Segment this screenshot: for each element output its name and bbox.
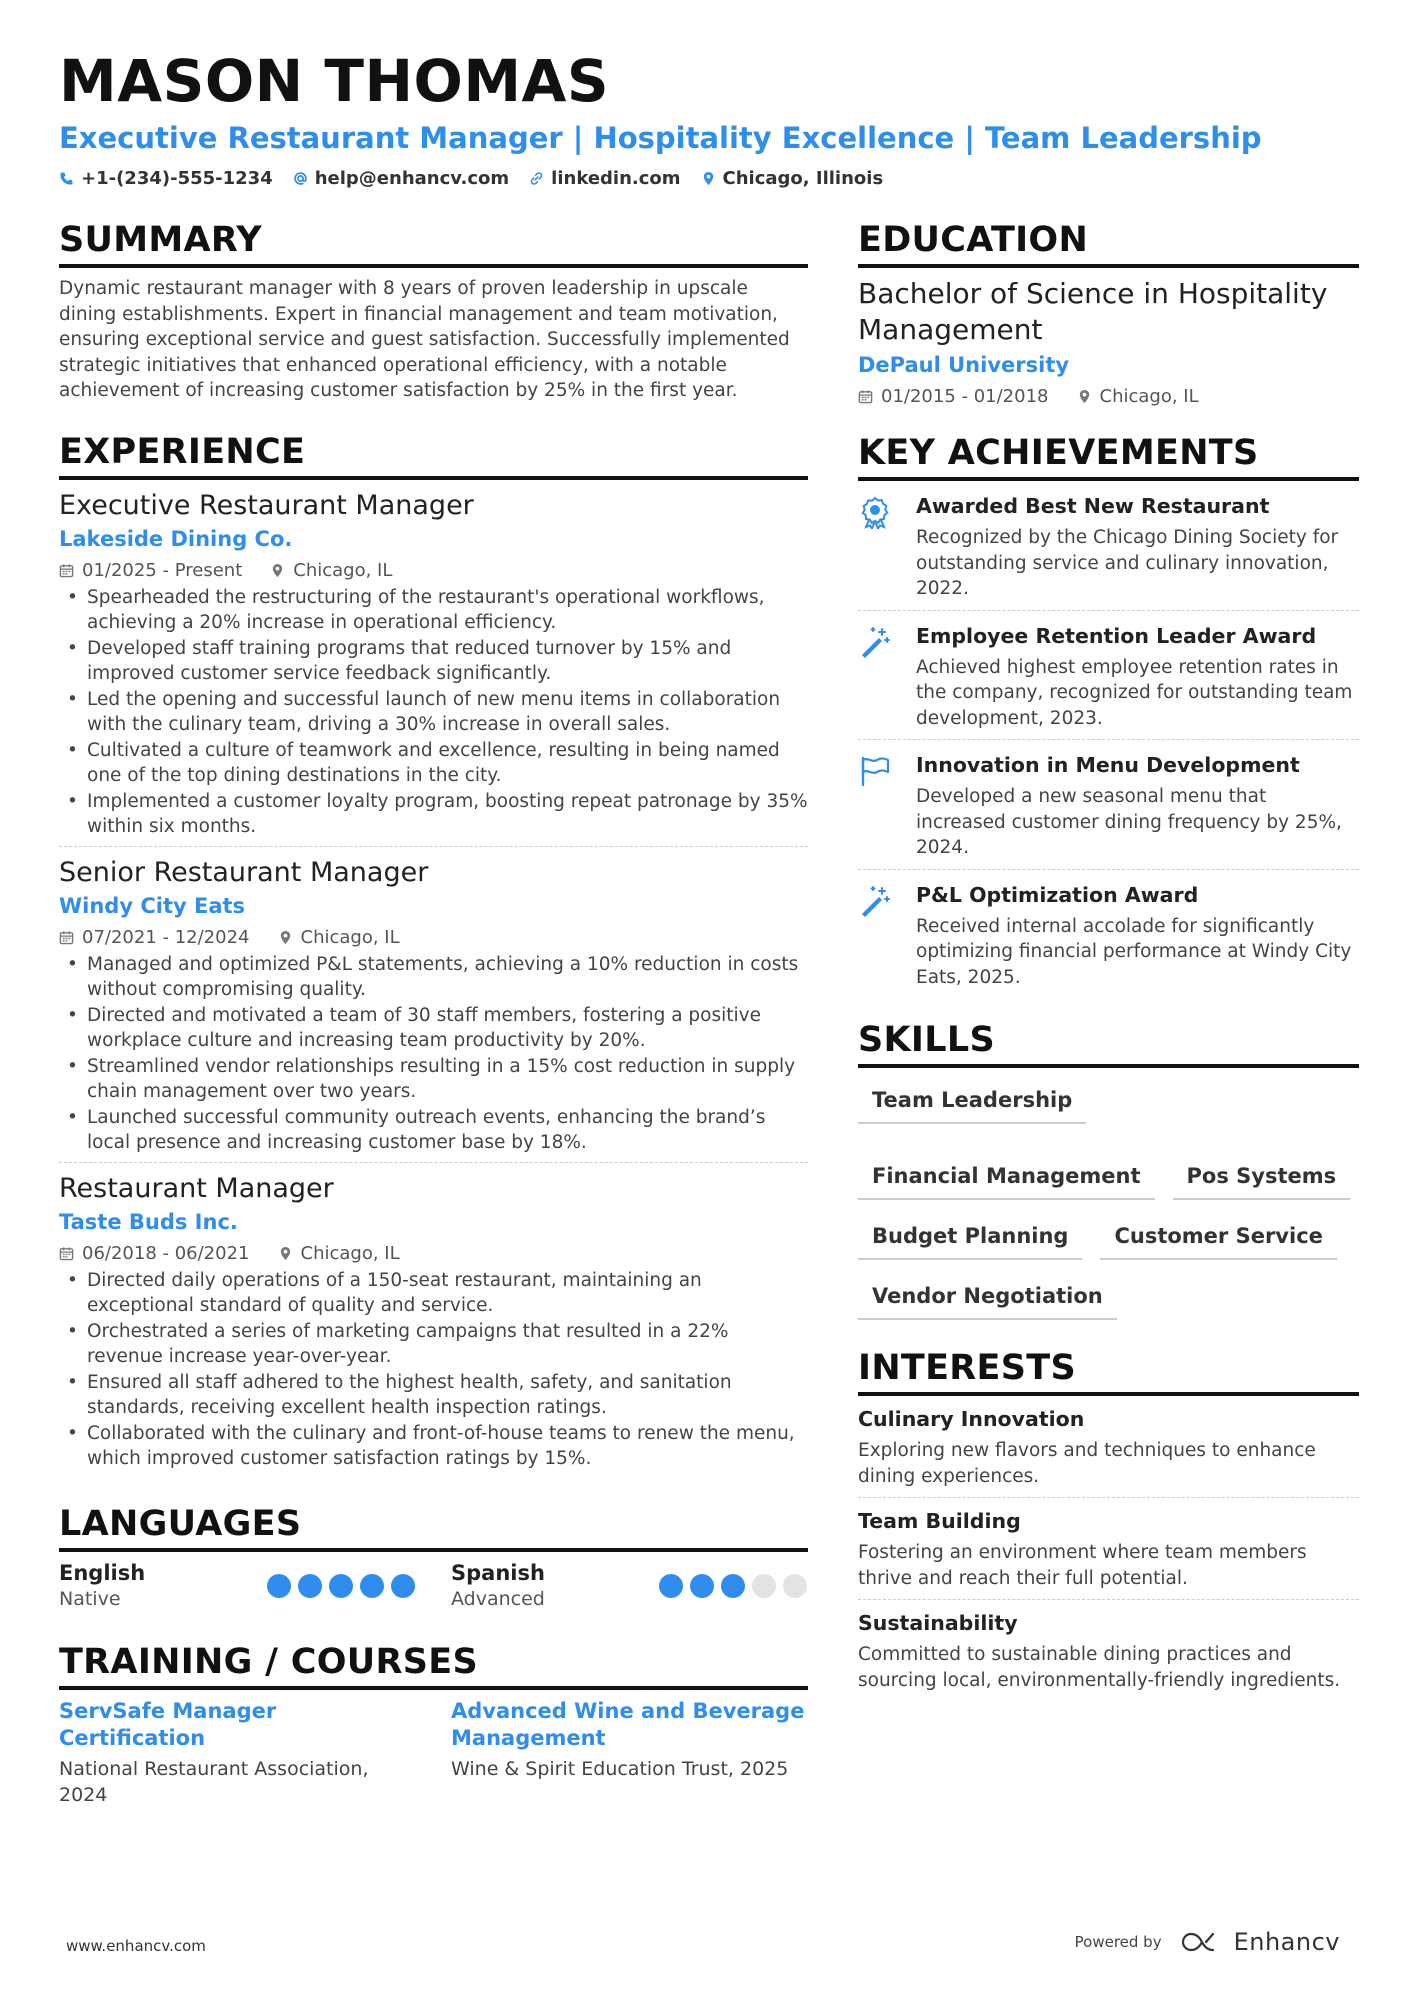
skill-list [858, 1080, 1359, 1320]
achievement-item [858, 870, 1359, 999]
education-location: Chicago, IL [1099, 386, 1199, 407]
language-rating [659, 1574, 807, 1598]
section-title-summary: SUMMARY [59, 218, 808, 268]
job-dates: 06/2018 - 06/2021 [82, 1242, 250, 1264]
contact-location [701, 168, 884, 189]
interests-section [858, 1346, 1359, 1701]
course-item [451, 1698, 807, 1808]
job-entry [59, 1163, 808, 1478]
interest-item [858, 1396, 1359, 1498]
calendar-icon [59, 930, 74, 945]
bullet-item: • Spearheaded the restructuring of the restaurant's operational workflows, achieving a 20% increase in operational efficiency. [59, 585, 808, 636]
interest-item [858, 1498, 1359, 1600]
training-section [59, 1640, 808, 1808]
contact-email[interactable] [293, 168, 509, 189]
company-name: Taste Buds Inc. [59, 1209, 238, 1234]
language-name: Spanish [451, 1560, 545, 1585]
at-sign-icon [293, 171, 308, 186]
course-org: Wine & Spirit Education Trust, 2025 [451, 1757, 789, 1780]
calendar-icon [59, 563, 74, 578]
rating-dot-filled [690, 1574, 714, 1598]
achievement-title: Awarded Best New Restaurant [916, 494, 1270, 518]
job-list [59, 480, 808, 1478]
achievement-desc: Received internal accolade for significantly optimizing financial performance at Windy City Eats, 2025. [916, 915, 1352, 988]
school-name: DePaul University [858, 353, 1070, 377]
contact-linkedin[interactable] [529, 168, 680, 189]
job-dates: 07/2021 - 12/2024 [82, 926, 250, 948]
language-list [59, 1560, 808, 1612]
interest-title: Sustainability [858, 1611, 1018, 1635]
achievement-desc: Achieved highest employee retention rates in the company, recognized for outstanding team development, 2023. [916, 656, 1353, 729]
email-text: help@enhancv.com [314, 168, 510, 189]
magic-wand-icon [858, 625, 892, 659]
job-title: Senior Restaurant Manager [59, 856, 429, 888]
bullet-item: • Developed staff training programs that reduced turnover by 15% and improved customer service feedback significantly. [59, 636, 808, 687]
company-name: Lakeside Dining Co. [59, 526, 293, 551]
powered-by-label: Powered by [1074, 1933, 1162, 1951]
summary-section [59, 218, 808, 404]
location-pin-icon [270, 563, 285, 578]
skills-section [858, 1018, 1359, 1320]
phone-text: +1-(234)-555-1234 [81, 168, 273, 189]
calendar-icon [858, 389, 873, 404]
language-item [59, 1560, 415, 1612]
job-entry [59, 847, 808, 1163]
bullet-item: • Cultivated a culture of teamwork and excellence, resulting in being named one of the top dining destinations in the city. [59, 738, 808, 789]
interest-title: Team Building [858, 1509, 1021, 1533]
degree: Bachelor of Science in Hospitality Management [858, 277, 1328, 346]
rating-dot-filled [298, 1574, 322, 1598]
section-title-interests: INTERESTS [858, 1346, 1359, 1396]
language-rating [267, 1574, 415, 1598]
interest-desc: Exploring new flavors and techniques to enhance dining experiences. [858, 1440, 1316, 1487]
skill-tag: Financial Management [858, 1156, 1155, 1200]
candidate-name: MASON THOMAS [59, 47, 610, 115]
job-meta [59, 927, 808, 948]
skill-tag: Budget Planning [858, 1216, 1082, 1260]
education-section [858, 218, 1359, 407]
interest-desc: Committed to sustainable dining practices and sourcing local, environmentally-friendly ingredients. [858, 1644, 1341, 1691]
footer-website[interactable]: www.enhancv.com [66, 1937, 206, 1955]
achievement-item [858, 481, 1359, 611]
achievement-desc: Recognized by the Chicago Dining Society for outstanding service and culinary innovation, 2022. [916, 527, 1339, 599]
section-title-skills: SKILLS [858, 1018, 1359, 1068]
achievement-title: Employee Retention Leader Award [916, 623, 1317, 648]
left-column [59, 218, 808, 1808]
rating-dot-filled [721, 1574, 745, 1598]
job-dates: 01/2025 - Present [82, 559, 243, 581]
skill-tag: Team Leadership [858, 1080, 1086, 1124]
languages-section [59, 1502, 808, 1612]
brand-logo [1182, 1928, 1340, 1956]
job-location: Chicago, IL [300, 1242, 400, 1264]
section-title-training: TRAINING / COURSES [59, 1640, 808, 1690]
job-bullets [59, 952, 808, 1156]
bullet-item: • Ensured all staff adhered to the highest health, safety, and sanitation standards, receiving excellent health inspection ratings. [59, 1370, 808, 1421]
experience-section [59, 430, 808, 1478]
location-pin-icon [701, 171, 716, 186]
bullet-item: • Directed daily operations of a 150-seat restaurant, maintaining an exceptional standard of quality and service. [59, 1268, 808, 1319]
course-title: ServSafe Manager Certification [59, 1698, 277, 1750]
company-name: Windy City Eats [59, 893, 246, 918]
award-ribbon-icon [858, 495, 892, 529]
bullet-item: • Implemented a customer loyalty program, boosting repeat patronage by 35% within six months. [59, 789, 808, 840]
language-level: Native [59, 1587, 121, 1610]
section-title-languages: LANGUAGES [59, 1502, 808, 1552]
course-list [59, 1698, 808, 1808]
job-bullets [59, 585, 808, 840]
calendar-icon [59, 1246, 74, 1261]
interest-item [858, 1600, 1359, 1701]
achievement-item [858, 611, 1359, 741]
job-bullets [59, 1268, 808, 1472]
achievement-title: Innovation in Menu Development [916, 753, 1300, 777]
bullet-item: • Streamlined vendor relationships resulting in a 15% cost reduction in supply chain management over two years. [59, 1054, 808, 1105]
rating-dot-filled [329, 1574, 353, 1598]
skill-tag: Vendor Negotiation [858, 1276, 1117, 1320]
job-location: Chicago, IL [293, 559, 393, 581]
education-dates: 01/2015 - 01/2018 [881, 386, 1049, 407]
job-meta [59, 1243, 808, 1264]
section-title-experience: EXPERIENCE [59, 430, 808, 480]
summary-text: Dynamic restaurant manager with 8 years of proven leadership in upscale dining establishments. Expert in financial management and team motivation, ensuring exceptional service and guest satisfaction. Successfully implemented strategic initiatives that enhanced operational efficiency, with a notable achievement of increasing customer satisfaction by 25% in the first year. [59, 278, 790, 401]
job-location: Chicago, IL [300, 926, 400, 948]
bullet-item: • Collaborated with the culinary and front-of-house teams to renew the menu, which improved customer satisfaction ratings by 15%. [59, 1421, 808, 1472]
language-name: English [59, 1560, 146, 1585]
interest-title: Culinary Innovation [858, 1407, 1085, 1431]
rating-dot-filled [659, 1574, 683, 1598]
rating-dot-filled [267, 1574, 291, 1598]
skill-tag: Pos Systems [1173, 1156, 1351, 1200]
rating-dot-filled [391, 1574, 415, 1598]
bullet-item: • Led the opening and successful launch of new menu items in collaboration with the culinary team, driving a 30% increase in overall sales. [59, 687, 808, 738]
achievement-title: P&L Optimization Award [916, 882, 1199, 907]
rating-dot-empty [752, 1574, 776, 1598]
achievements-section [858, 431, 1359, 998]
location-pin-icon [1077, 389, 1092, 404]
achievement-desc: Developed a new seasonal menu that increased customer dining frequency by 25%, 2024. [916, 786, 1342, 858]
interest-desc: Fostering an environment where team members thrive and reach their full potential. [858, 1542, 1307, 1589]
footer-branding[interactable] [1075, 1928, 1340, 1956]
location-text: Chicago, Illinois [722, 168, 884, 189]
phone-icon [59, 171, 74, 186]
contact-phone[interactable] [59, 168, 273, 189]
course-org: National Restaurant Association, 2024 [59, 1757, 369, 1806]
linkedin-text: linkedin.com [551, 168, 681, 189]
location-pin-icon [278, 1246, 293, 1261]
right-column [858, 218, 1359, 1701]
flag-icon [858, 754, 892, 788]
education-meta [858, 386, 1359, 407]
magic-wand-icon [858, 884, 892, 918]
headline: Executive Restaurant Manager | Hospitality Excellence | Team Leadership [59, 121, 1262, 155]
link-icon [529, 171, 544, 186]
rating-dot-empty [783, 1574, 807, 1598]
job-title: Executive Restaurant Manager [59, 489, 474, 521]
bullet-item: • Managed and optimized P&L statements, achieving a 10% reduction in costs without compromising quality. [59, 952, 808, 1003]
course-item [59, 1698, 415, 1808]
rating-dot-filled [360, 1574, 384, 1598]
enhancv-logo-icon [1182, 1931, 1226, 1953]
achievement-item [858, 740, 1359, 870]
course-title: Advanced Wine and Beverage Management [451, 1698, 805, 1750]
location-pin-icon [278, 930, 293, 945]
job-entry [59, 480, 808, 847]
job-title: Restaurant Manager [59, 1172, 334, 1204]
contact-bar [59, 168, 1359, 189]
bullet-item: • Directed and motivated a team of 30 staff members, fostering a positive workplace culture and increasing team productivity by 20%. [59, 1003, 808, 1054]
section-title-achievements: KEY ACHIEVEMENTS [858, 431, 1359, 481]
section-title-education: EDUCATION [858, 218, 1359, 268]
bullet-item: • Orchestrated a series of marketing campaigns that resulted in a 22% revenue increase year-over-year. [59, 1319, 808, 1370]
language-item [451, 1560, 807, 1612]
bullet-item: • Launched successful community outreach events, enhancing the brand’s local presence and increasing customer base by 18%. [59, 1105, 808, 1156]
skill-tag: Customer Service [1100, 1216, 1336, 1260]
brand-name: Enhancv [1233, 1928, 1340, 1956]
job-meta [59, 560, 808, 581]
resume-page [59, 47, 1359, 1806]
language-level: Advanced [451, 1587, 545, 1610]
